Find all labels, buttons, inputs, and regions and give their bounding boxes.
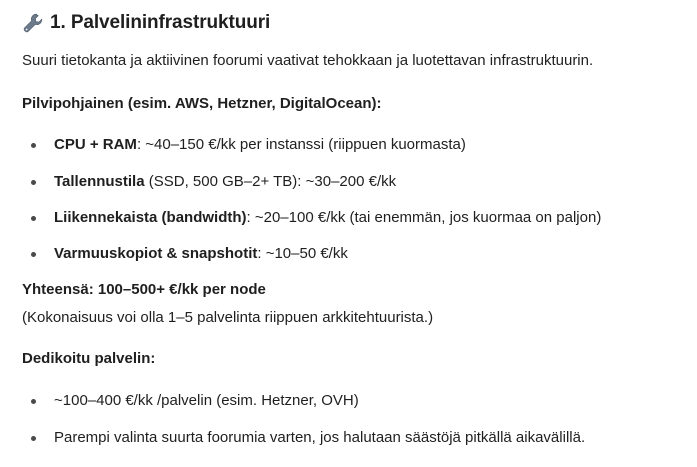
item-detail: : ~40–150 €/kk per instanssi (riippuen kuormasta) — [136, 136, 466, 153]
item-text: Parempi valinta suurta foorumia varten, jos halutaan säästöjä pitkällä aikavälillä. — [54, 429, 586, 446]
intro-paragraph: Suuri tietokanta ja aktiivinen foorumi vaativat tehokkaan ja luotettavan infrastruktuurin. — [22, 52, 594, 69]
item-title: Liikennekaista (bandwidth) — [54, 209, 247, 226]
note-line: (Kokonaisuus voi olla 1–5 palvelinta riippuen arkkitehtuurista.) — [22, 309, 434, 326]
item-title: Tallennustila — [54, 173, 145, 190]
bullet-icon — [31, 216, 36, 221]
item-detail: : ~20–100 €/kk (tai enemmän, jos kuormaa on paljon) — [246, 209, 602, 226]
item-detail: (SSD, 500 GB–2+ TB): ~30–200 €/kk — [144, 173, 397, 190]
document-body — [22, 10, 692, 446]
dedicated-section-label: Dedikoitu palvelin: — [22, 350, 156, 367]
page-title: 1. Palvelininfrastruktuuri — [50, 12, 271, 33]
item-title: CPU + RAM — [54, 136, 137, 153]
total-line: Yhteensä: 100–500+ €/kk per node — [22, 281, 266, 298]
bullet-icon — [31, 252, 36, 257]
item-text: ~100–400 €/kk /palvelin (esim. Hetzner, OVH) — [54, 392, 359, 409]
item-title: Varmuuskopiot & snapshotit — [54, 245, 258, 262]
cloud-section-label: Pilvipohjainen (esim. AWS, Hetzner, DigitalOcean): — [22, 95, 382, 112]
section-heading — [22, 10, 692, 36]
bullet-icon — [31, 399, 36, 404]
bullet-icon — [31, 436, 36, 441]
wrench-icon — [22, 12, 44, 34]
item-detail: : ~10–50 €/kk — [257, 245, 348, 262]
bullet-icon — [31, 143, 36, 148]
bullet-icon — [31, 180, 36, 185]
